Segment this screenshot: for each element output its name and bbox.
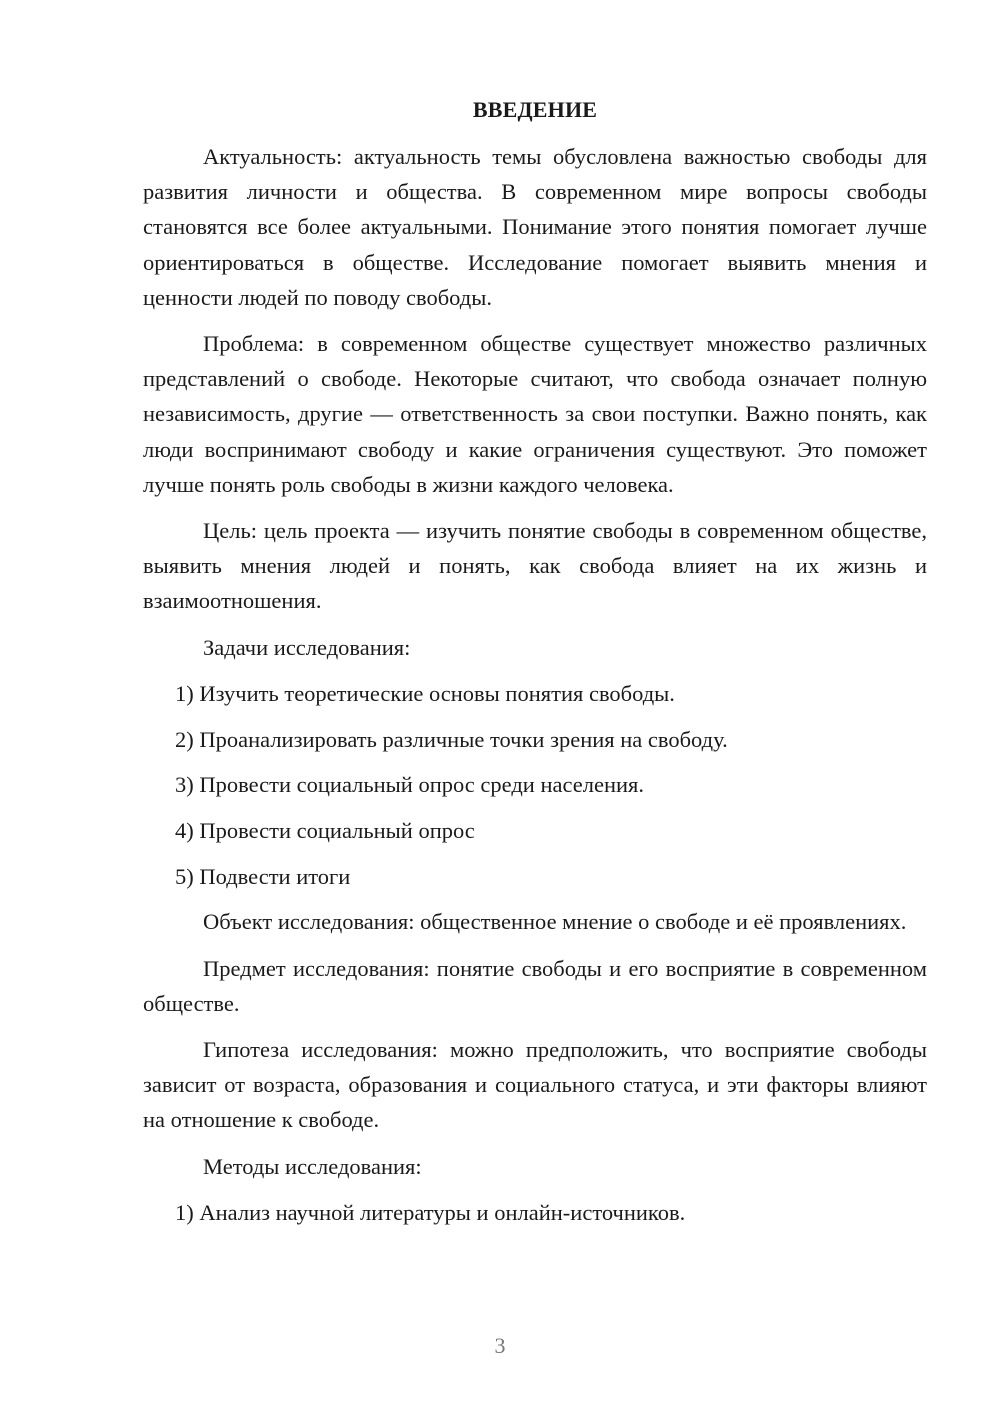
subject-paragraph: Предмет исследования: понятие свободы и его восприятие в современном обществе.	[143, 955, 927, 1016]
relevance-paragraph: Актуальность: актуальность темы обусловлена важностью свободы для развития личности и общества. В современном мире вопросы свободы становятся все более актуальными. Понимание этого понятия помогает лучше ориентироваться в обществе. Исследование помогает выявить мнения и ценности людей по поводу свободы.	[143, 144, 927, 310]
tasks-heading: Задачи исследования:	[203, 634, 411, 660]
goal-paragraph: Цель: цель проекта — изучить понятие свободы в современном обществе, выявить мнения людей и понять, как свобода влияет на их жизнь и взаимоотношения.	[143, 518, 927, 614]
task-item-1: 1) Изучить теоретические основы понятия свободы.	[175, 680, 675, 706]
methods-heading: Методы исследования:	[203, 1153, 422, 1179]
task-item-4: 4) Провести социальный опрос	[175, 817, 475, 843]
page-number: 3	[494, 1333, 506, 1358]
hypothesis-paragraph: Гипотеза исследования: можно предположить, что восприятие свободы зависит от возраста, образования и социального статуса, и эти факторы влияют на отношение к свободе.	[143, 1036, 927, 1133]
object-paragraph: Объект исследования: общественное мнение о свободе и её проявлениях.	[203, 909, 907, 935]
task-item-3: 3) Провести социальный опрос среди населения.	[175, 772, 645, 798]
method-item-1: 1) Анализ научной литературы и онлайн-источников.	[175, 1199, 686, 1225]
task-item-5: 5) Подвести итоги	[175, 863, 351, 889]
task-item-2: 2) Проанализировать различные точки зрения на свободу.	[175, 726, 728, 752]
problem-paragraph: Проблема: в современном обществе существует множество различных представлений о свободе. Некоторые считают, что свобода означает полную независимость, другие — ответственность за свои поступки. Важно понять, как люди воспринимают свободу и какие ограничения существуют. Это поможет лучше понять роль свободы в жизни каждого человека.	[143, 331, 927, 497]
section-title: ВВЕДЕНИЕ	[472, 97, 598, 122]
page-content	[143, 95, 927, 1240]
